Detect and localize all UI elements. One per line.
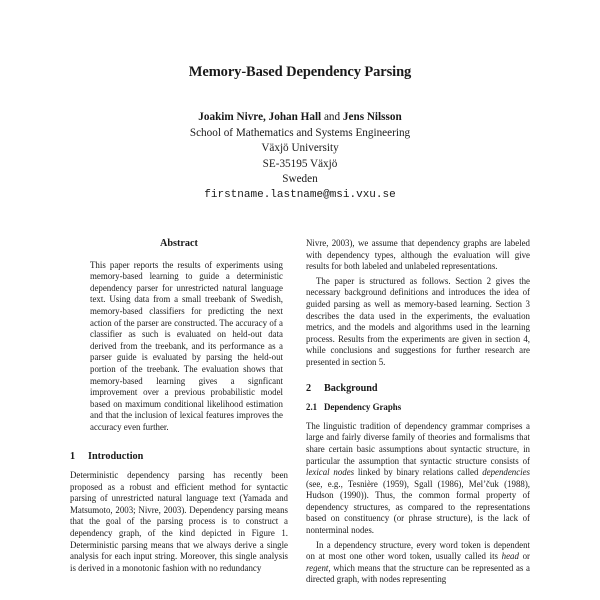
left-column: [70, 238, 288, 574]
intro-paragraph-cont: Nivre, 2003), we assume that dependency graphs are labeled with dependency types, although the evaluation will give results for both labeled and unlabeled representations.: [306, 238, 530, 272]
background-paragraph-2: [306, 540, 530, 586]
section-number: 2: [306, 382, 312, 394]
emphasis-head: head: [501, 551, 519, 562]
author-names-part1: Joakim Nivre, Johan Hall: [198, 111, 322, 123]
country: Sweden: [282, 173, 318, 186]
right-column: [306, 238, 530, 586]
text-run: (see, e.g., Tesnière (1959), Sgall (1986), Mel’čuk (1988), Hudson (1990)). Thus, the common formal property of dependency structures, as compared to the representations based on constituency (or phrase structure), is the lack of nonterminal nodes.: [306, 478, 530, 536]
text-run: In a dependency structure, every word token is dependent on at most one other word token, usually called its: [306, 539, 530, 562]
intro-paragraph-structure: The paper is structured as follows. Section 2 gives the necessary background definitions and introduces the idea of guided parsing as well as memory-based learning. Section 3 describes the data used in the experiments, the evaluation metrics, and the models and algorithms used in the learning process. Results from the experiments are given in section 4, while conclusions and suggestions for further research are presented in section 5.: [306, 275, 530, 367]
intro-paragraph-1: Deterministic dependency parsing has recently been proposed as a robust and efficient method for syntactic parsing of unrestricted natural language text (Yamada and Matsumoto, 2003; Nivre, 2003). Dependency parsing means that the goal of the parsing process is to construct a dependency graph, of the kind depicted in Figure 1. Deterministic parsing means that we always derive a single analysis for each input string. Moreover, this single analysis is derived in a monotonic fashion with no redundancy: [70, 470, 288, 573]
text-run: The linguistic tradition of dependency grammar comprises a large and fairly diverse family of theories and formalisms that share certain basic assumptions about syntactic structure, in particular the assumption that syntactic structure consists of: [306, 420, 530, 466]
author-names: [0, 110, 600, 126]
university: Växjö University: [261, 142, 339, 155]
author-names-and: and: [323, 111, 341, 123]
text-run: , which means that the structure can be represented as a directed graph, with nodes representing: [306, 562, 530, 585]
subsection-number: 2.1: [306, 402, 318, 413]
emphasis-regent: regent: [306, 562, 329, 573]
abstract-body: This paper reports the results of experiments using memory-based learning to guide a deterministic dependency parser for unrestricted natural language text. Using data from a small treebank of Swedish, memory-based classifiers for predicting the next action of the parser are constructed. The accuracy of a classifier as such is evaluated on held-out data derived from the treebank, and its performance as a parser guide is evaluated by parsing the held-out portion of the treebank. The evaluation shows that memory-based learning gives a signficant improvement over a previous probabilistic model based on maximum conditional likelihood estimation and that the inclusion of lexical features improves the accuracy even further.: [90, 259, 283, 432]
author-block: [0, 110, 600, 204]
paper-title: Memory-Based Dependency Parsing: [188, 64, 412, 80]
section-title: Background: [324, 382, 378, 394]
emphasis-lexical-nodes: lexical nodes: [306, 467, 355, 478]
section-number: 1: [70, 450, 76, 462]
emphasis-dependencies: dependencies: [482, 467, 530, 478]
subsection-title: Dependency Graphs: [324, 402, 402, 413]
text-run: or: [518, 551, 530, 562]
subsection-heading-dependency-graphs: [306, 402, 530, 414]
postal-address: SE-35195 Växjö: [262, 157, 338, 170]
section-title: Introduction: [88, 450, 144, 462]
author-email: firstname.lastname@msi.vxu.se: [204, 188, 396, 201]
background-paragraph-1: [306, 421, 530, 537]
affiliation: School of Mathematics and Systems Engineering: [189, 126, 411, 139]
section-heading-background: [306, 383, 530, 395]
author-names-part2: Jens Nilsson: [342, 111, 402, 123]
section-heading-introduction: [70, 451, 288, 463]
abstract-heading: Abstract: [160, 238, 198, 249]
text-run: linked by binary relations called: [354, 467, 483, 478]
